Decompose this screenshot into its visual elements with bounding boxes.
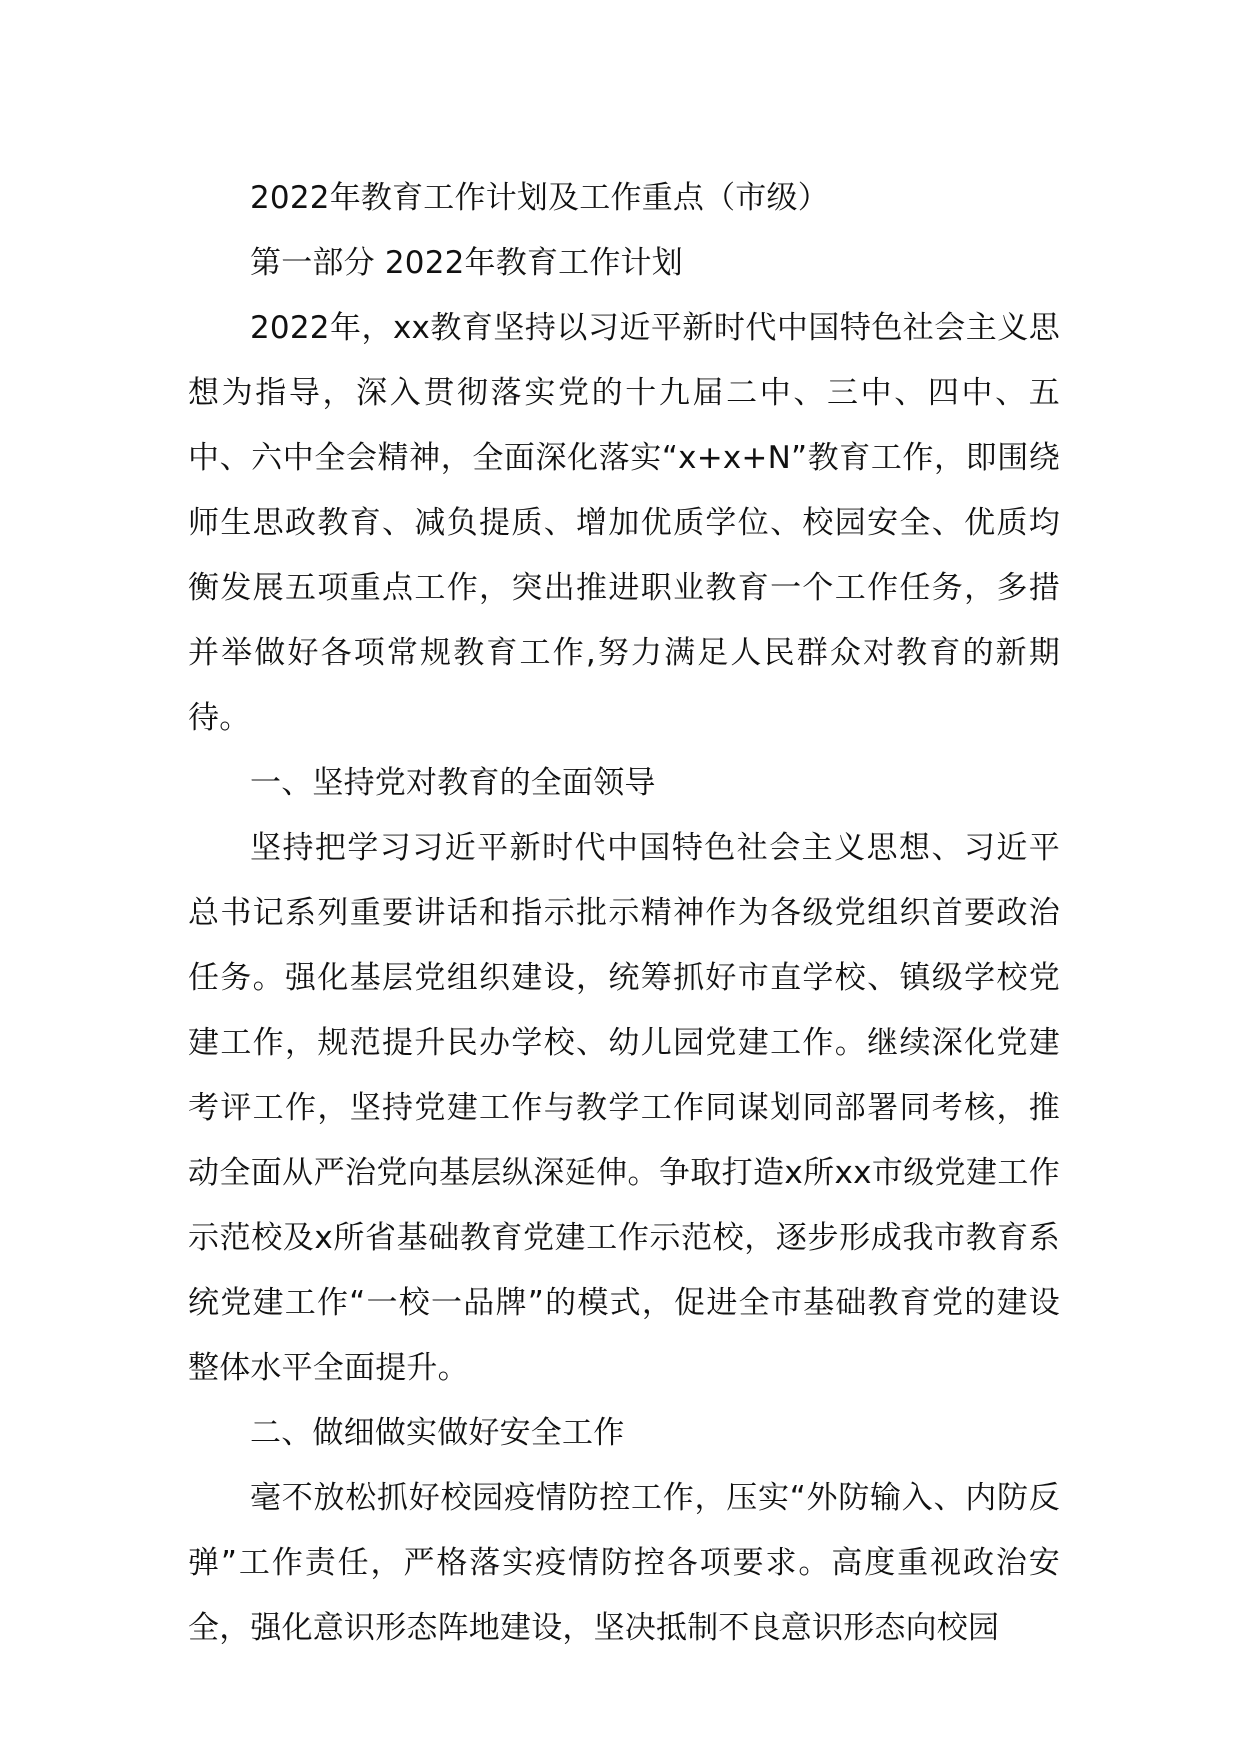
- section1-heading: 一、坚持党对教育的全面领导: [250, 765, 656, 801]
- section1-paragraph: 坚持把学习习近平新时代中国特色社会主义思想、习近平总书记系列重要讲话和指示批示精神作为各级党组织首要政治任务。强化基层党组织建设，统筹抓好市直学校、镇级学校党建工作，规范提升民办学校、幼儿园党建工作。继续深化党建考评工作，坚持党建工作与教学工作同谋划同部署同考核，推动全面从严治党向基层纵深延伸。争取打造x所xx市级党建工作示范校及x所省基础教育党建工作示范校，逐步形成我市教育系统党建工作“一校一品牌”的模式，促进全市基础教育党的建设整体水平全面提升。: [188, 830, 1060, 1386]
- intro-paragraph: 2022年，xx教育坚持以习近平新时代中国特色社会主义思想为指导，深入贯彻落实党的十九届二中、三中、四中、五中、六中全会精神，全面深化落实“x+x+N”教育工作，即围绕师生思政教育、减负提质、增加优质学位、校园安全、优质均衡发展五项重点工作，突出推进职业教育一个工作任务，多措并举做好各项常规教育工作,努力满足人民群众对教育的新期待。: [188, 310, 1060, 736]
- section2-paragraph: 毫不放松抓好校园疫情防控工作，压实“外防输入、内防反弹”工作责任，严格落实疫情防控各项要求。高度重视政治安全，强化意识形态阵地建设，坚决抵制不良意识形态向校园: [188, 1480, 1060, 1646]
- document-body: [188, 166, 1060, 1661]
- section2-heading: 二、做细做实做好安全工作: [250, 1415, 625, 1451]
- part-heading: 第一部分 2022年教育工作计划: [250, 245, 683, 281]
- document-title: 2022年教育工作计划及工作重点（市级）: [250, 180, 829, 216]
